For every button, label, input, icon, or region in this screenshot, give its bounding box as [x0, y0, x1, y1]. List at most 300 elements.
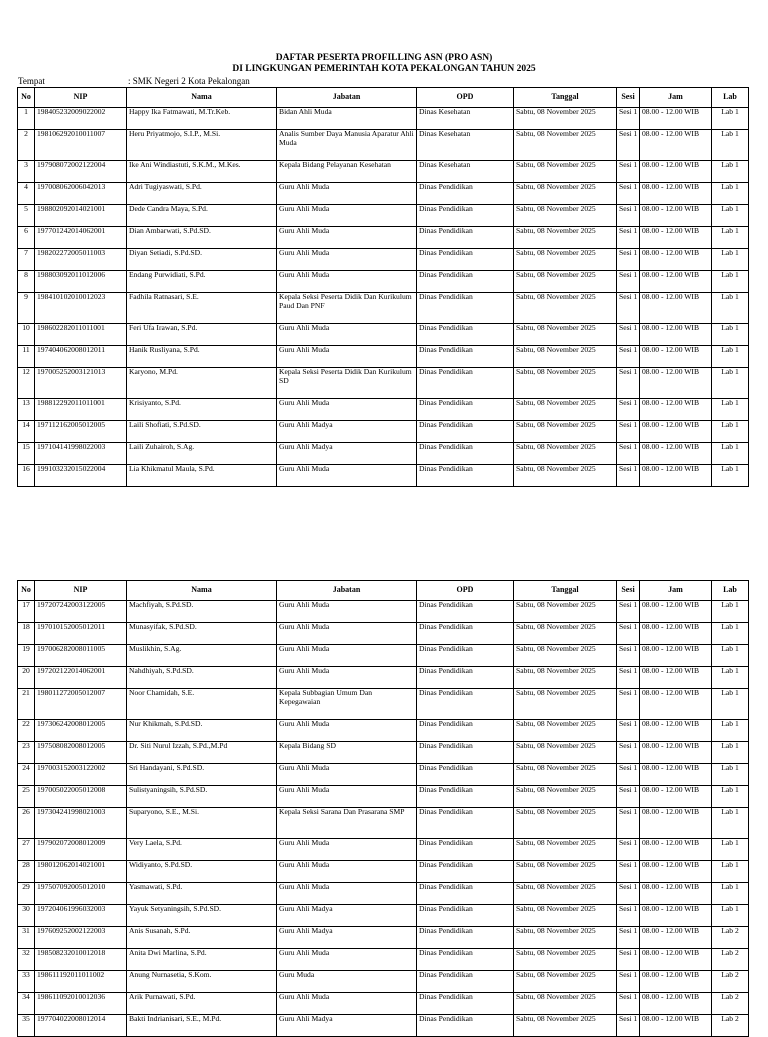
cell-nama: Yayuk Setyaningsih, S.Pd.SD. — [127, 905, 277, 927]
cell-jam: 08.00 - 12.00 WIB — [640, 645, 712, 667]
cell-nama: Arik Purnawati, S.Pd. — [127, 993, 277, 1015]
cell-jam: 08.00 - 12.00 WIB — [640, 1015, 712, 1037]
cell-lab: Lab 2 — [712, 993, 749, 1015]
table-row — [18, 667, 749, 689]
table-row — [18, 742, 749, 764]
cell-jabatan: Kepala Bidang SD — [277, 742, 417, 764]
cell-jam: 08.00 - 12.00 WIB — [640, 271, 712, 293]
cell-nama: Ike Ani Windiastuti, S.K.M., M.Kes. — [127, 161, 277, 183]
cell-lab: Lab 2 — [712, 949, 749, 971]
cell-nama: Diyan Setiadi, S.Pd.SD. — [127, 249, 277, 271]
cell-opd: Dinas Pendidikan — [417, 443, 514, 465]
cell-nama: Very Laela, S.Pd. — [127, 839, 277, 861]
cell-no: 10 — [18, 324, 35, 346]
cell-tanggal: Sabtu, 08 November 2025 — [514, 1015, 617, 1037]
cell-jam: 08.00 - 12.00 WIB — [640, 971, 712, 993]
cell-sesi: Sesi 1 — [617, 883, 640, 905]
document-title-line1: DAFTAR PESERTA PROFILLING ASN (PRO ASN) — [275, 53, 493, 63]
cell-nama: Widiyanto, S.Pd.SD. — [127, 861, 277, 883]
cell-nip: 197104141998022003 — [35, 443, 127, 465]
cell-opd: Dinas Pendidikan — [417, 949, 514, 971]
cell-no: 33 — [18, 971, 35, 993]
cell-no: 27 — [18, 839, 35, 861]
cell-no: 16 — [18, 465, 35, 487]
column-header-tanggal: Tanggal — [514, 581, 617, 601]
cell-opd: Dinas Kesehatan — [417, 130, 514, 161]
cell-jam: 08.00 - 12.00 WIB — [640, 443, 712, 465]
table-header-row — [18, 581, 749, 601]
cell-jam: 08.00 - 12.00 WIB — [640, 949, 712, 971]
cell-jabatan: Guru Ahli Muda — [277, 993, 417, 1015]
cell-tanggal: Sabtu, 08 November 2025 — [514, 786, 617, 808]
cell-nip: 198508232010012018 — [35, 949, 127, 971]
cell-jabatan: Guru Ahli Muda — [277, 667, 417, 689]
cell-tanggal: Sabtu, 08 November 2025 — [514, 205, 617, 227]
cell-opd: Dinas Kesehatan — [417, 108, 514, 130]
cell-nama: Bakti Indrianisari, S.E., M.Pd. — [127, 1015, 277, 1037]
cell-opd: Dinas Pendidikan — [417, 905, 514, 927]
column-header-jam: Jam — [640, 581, 712, 601]
cell-nama: Anita Dwi Marlina, S.Pd. — [127, 949, 277, 971]
table-row — [18, 205, 749, 227]
table-row — [18, 161, 749, 183]
cell-nama: Dr. Siti Nurul Izzah, S.Pd.,M.Pd — [127, 742, 277, 764]
cell-tanggal: Sabtu, 08 November 2025 — [514, 905, 617, 927]
cell-jabatan: Guru Ahli Muda — [277, 601, 417, 623]
cell-sesi: Sesi 1 — [617, 971, 640, 993]
table-row — [18, 623, 749, 645]
column-header-lab: Lab — [712, 581, 749, 601]
cell-nama: Sri Handayani, S.Pd.SD. — [127, 764, 277, 786]
cell-jabatan: Guru Ahli Muda — [277, 861, 417, 883]
cell-tanggal: Sabtu, 08 November 2025 — [514, 808, 617, 839]
column-header-no: No — [18, 581, 35, 601]
table-row — [18, 443, 749, 465]
table-row — [18, 601, 749, 623]
cell-tanggal: Sabtu, 08 November 2025 — [514, 183, 617, 205]
cell-no: 12 — [18, 368, 35, 399]
cell-opd: Dinas Pendidikan — [417, 742, 514, 764]
table-row — [18, 927, 749, 949]
column-header-lab: Lab — [712, 88, 749, 108]
cell-jabatan: Guru Ahli Muda — [277, 249, 417, 271]
cell-sesi: Sesi 1 — [617, 161, 640, 183]
cell-jabatan: Analis Sumber Daya Manusia Aparatur Ahli Muda — [277, 130, 417, 161]
cell-jam: 08.00 - 12.00 WIB — [640, 993, 712, 1015]
cell-tanggal: Sabtu, 08 November 2025 — [514, 271, 617, 293]
cell-nip: 197902072008012009 — [35, 839, 127, 861]
cell-nama: Karyono, M.Pd. — [127, 368, 277, 399]
cell-nama: Krisiyanto, S.Pd. — [127, 399, 277, 421]
cell-no: 15 — [18, 443, 35, 465]
table-row — [18, 993, 749, 1015]
cell-opd: Dinas Pendidikan — [417, 689, 514, 720]
cell-lab: Lab 1 — [712, 645, 749, 667]
cell-jabatan: Guru Ahli Muda — [277, 623, 417, 645]
cell-lab: Lab 1 — [712, 227, 749, 249]
cell-tanggal: Sabtu, 08 November 2025 — [514, 130, 617, 161]
cell-jam: 08.00 - 12.00 WIB — [640, 293, 712, 324]
cell-no: 22 — [18, 720, 35, 742]
cell-lab: Lab 1 — [712, 368, 749, 399]
cell-jam: 08.00 - 12.00 WIB — [640, 130, 712, 161]
column-header-nip: NIP — [35, 581, 127, 601]
table-row — [18, 808, 749, 839]
cell-sesi: Sesi 1 — [617, 205, 640, 227]
cell-nip: 197704022008012014 — [35, 1015, 127, 1037]
cell-opd: Dinas Pendidikan — [417, 764, 514, 786]
cell-no: 23 — [18, 742, 35, 764]
cell-jam: 08.00 - 12.00 WIB — [640, 742, 712, 764]
cell-sesi: Sesi 1 — [617, 399, 640, 421]
cell-no: 5 — [18, 205, 35, 227]
cell-opd: Dinas Pendidikan — [417, 839, 514, 861]
cell-sesi: Sesi 1 — [617, 293, 640, 324]
participant-table-2 — [17, 580, 749, 1037]
cell-lab: Lab 1 — [712, 861, 749, 883]
table-row — [18, 346, 749, 368]
column-header-jam: Jam — [640, 88, 712, 108]
cell-sesi: Sesi 1 — [617, 993, 640, 1015]
cell-sesi: Sesi 1 — [617, 108, 640, 130]
cell-sesi: Sesi 1 — [617, 346, 640, 368]
cell-lab: Lab 1 — [712, 399, 749, 421]
cell-jam: 08.00 - 12.00 WIB — [640, 368, 712, 399]
table-row — [18, 271, 749, 293]
cell-lab: Lab 1 — [712, 883, 749, 905]
column-header-nip: NIP — [35, 88, 127, 108]
cell-nip: 197005252003121013 — [35, 368, 127, 399]
cell-opd: Dinas Pendidikan — [417, 883, 514, 905]
cell-sesi: Sesi 1 — [617, 742, 640, 764]
table-row — [18, 249, 749, 271]
cell-jam: 08.00 - 12.00 WIB — [640, 689, 712, 720]
cell-nip: 197204061996032003 — [35, 905, 127, 927]
cell-sesi: Sesi 1 — [617, 421, 640, 443]
cell-nama: Suparyono, S.E., M.Si. — [127, 808, 277, 839]
cell-lab: Lab 1 — [712, 108, 749, 130]
cell-opd: Dinas Pendidikan — [417, 645, 514, 667]
cell-tanggal: Sabtu, 08 November 2025 — [514, 399, 617, 421]
cell-lab: Lab 1 — [712, 205, 749, 227]
cell-sesi: Sesi 1 — [617, 465, 640, 487]
table-row — [18, 839, 749, 861]
cell-nip: 198802092014021001 — [35, 205, 127, 227]
cell-no: 29 — [18, 883, 35, 905]
cell-lab: Lab 1 — [712, 324, 749, 346]
column-header-nama: Nama — [127, 581, 277, 601]
cell-tanggal: Sabtu, 08 November 2025 — [514, 742, 617, 764]
table-row — [18, 861, 749, 883]
cell-sesi: Sesi 1 — [617, 623, 640, 645]
cell-lab: Lab 1 — [712, 346, 749, 368]
cell-nip: 197010152005012011 — [35, 623, 127, 645]
cell-lab: Lab 1 — [712, 720, 749, 742]
column-header-jabatan: Jabatan — [277, 581, 417, 601]
cell-nip: 198812292011011001 — [35, 399, 127, 421]
table-row — [18, 720, 749, 742]
table-row — [18, 689, 749, 720]
cell-tanggal: Sabtu, 08 November 2025 — [514, 689, 617, 720]
cell-tanggal: Sabtu, 08 November 2025 — [514, 883, 617, 905]
cell-jam: 08.00 - 12.00 WIB — [640, 905, 712, 927]
cell-lab: Lab 1 — [712, 601, 749, 623]
cell-jam: 08.00 - 12.00 WIB — [640, 883, 712, 905]
table-body-1 — [18, 108, 749, 487]
cell-jabatan: Kepala Bidang Pelayanan Kesehatan — [277, 161, 417, 183]
cell-opd: Dinas Pendidikan — [417, 808, 514, 839]
cell-sesi: Sesi 1 — [617, 368, 640, 399]
cell-tanggal: Sabtu, 08 November 2025 — [514, 324, 617, 346]
place-line — [18, 76, 250, 86]
cell-jam: 08.00 - 12.00 WIB — [640, 601, 712, 623]
cell-no: 7 — [18, 249, 35, 271]
cell-no: 8 — [18, 271, 35, 293]
cell-opd: Dinas Pendidikan — [417, 227, 514, 249]
cell-no: 14 — [18, 421, 35, 443]
cell-no: 34 — [18, 993, 35, 1015]
cell-tanggal: Sabtu, 08 November 2025 — [514, 971, 617, 993]
cell-nip: 197507092005012010 — [35, 883, 127, 905]
cell-nip: 198611192011011002 — [35, 971, 127, 993]
cell-nip: 198803092011012006 — [35, 271, 127, 293]
table-row — [18, 1015, 749, 1037]
cell-jabatan: Guru Ahli Muda — [277, 949, 417, 971]
column-header-no: No — [18, 88, 35, 108]
cell-jabatan: Guru Muda — [277, 971, 417, 993]
cell-nip: 197306242008012005 — [35, 720, 127, 742]
cell-opd: Dinas Pendidikan — [417, 399, 514, 421]
cell-sesi: Sesi 1 — [617, 808, 640, 839]
cell-no: 20 — [18, 667, 35, 689]
cell-opd: Dinas Pendidikan — [417, 861, 514, 883]
cell-sesi: Sesi 1 — [617, 949, 640, 971]
cell-nama: Fadhila Ratnasari, S.E. — [127, 293, 277, 324]
cell-nip: 197207242003122005 — [35, 601, 127, 623]
table-row — [18, 905, 749, 927]
cell-tanggal: Sabtu, 08 November 2025 — [514, 465, 617, 487]
cell-jabatan: Guru Ahli Muda — [277, 764, 417, 786]
cell-no: 32 — [18, 949, 35, 971]
table-row — [18, 130, 749, 161]
cell-jabatan: Guru Ahli Muda — [277, 720, 417, 742]
cell-no: 6 — [18, 227, 35, 249]
cell-opd: Dinas Kesehatan — [417, 161, 514, 183]
cell-opd: Dinas Pendidikan — [417, 993, 514, 1015]
cell-no: 28 — [18, 861, 35, 883]
cell-sesi: Sesi 1 — [617, 720, 640, 742]
cell-sesi: Sesi 1 — [617, 1015, 640, 1037]
cell-no: 13 — [18, 399, 35, 421]
cell-nip: 197304241998021003 — [35, 808, 127, 839]
cell-sesi: Sesi 1 — [617, 443, 640, 465]
cell-no: 19 — [18, 645, 35, 667]
cell-jabatan: Guru Ahli Muda — [277, 227, 417, 249]
cell-jam: 08.00 - 12.00 WIB — [640, 421, 712, 443]
cell-opd: Dinas Pendidikan — [417, 601, 514, 623]
cell-nip: 197701242014062001 — [35, 227, 127, 249]
cell-jabatan: Guru Ahli Muda — [277, 645, 417, 667]
cell-opd: Dinas Pendidikan — [417, 249, 514, 271]
cell-jam: 08.00 - 12.00 WIB — [640, 861, 712, 883]
cell-jabatan: Guru Ahli Muda — [277, 324, 417, 346]
column-header-opd: OPD — [417, 88, 514, 108]
cell-jabatan: Guru Ahli Muda — [277, 205, 417, 227]
cell-nama: Laili Zuhairoh, S.Ag. — [127, 443, 277, 465]
cell-jam: 08.00 - 12.00 WIB — [640, 808, 712, 839]
cell-jam: 08.00 - 12.00 WIB — [640, 108, 712, 130]
cell-jabatan: Guru Ahli Muda — [277, 183, 417, 205]
cell-nip: 198611092010012036 — [35, 993, 127, 1015]
cell-sesi: Sesi 1 — [617, 764, 640, 786]
cell-no: 25 — [18, 786, 35, 808]
cell-jabatan: Guru Ahli Muda — [277, 271, 417, 293]
cell-jam: 08.00 - 12.00 WIB — [640, 720, 712, 742]
cell-opd: Dinas Pendidikan — [417, 293, 514, 324]
cell-nama: Heru Priyatmojo, S.I.P., M.Si. — [127, 130, 277, 161]
cell-nip: 197005022005012008 — [35, 786, 127, 808]
cell-nip: 197908072002122004 — [35, 161, 127, 183]
cell-lab: Lab 1 — [712, 271, 749, 293]
cell-lab: Lab 1 — [712, 183, 749, 205]
cell-opd: Dinas Pendidikan — [417, 421, 514, 443]
cell-sesi: Sesi 1 — [617, 601, 640, 623]
cell-tanggal: Sabtu, 08 November 2025 — [514, 949, 617, 971]
cell-nip: 197008062006042013 — [35, 183, 127, 205]
column-header-jabatan: Jabatan — [277, 88, 417, 108]
cell-jam: 08.00 - 12.00 WIB — [640, 839, 712, 861]
cell-jabatan: Guru Ahli Madya — [277, 927, 417, 949]
cell-no: 26 — [18, 808, 35, 839]
cell-no: 2 — [18, 130, 35, 161]
cell-nama: Muslikhin, S.Ag. — [127, 645, 277, 667]
cell-no: 21 — [18, 689, 35, 720]
cell-nip: 198106292010011007 — [35, 130, 127, 161]
cell-nama: Noor Chamidah, S.E. — [127, 689, 277, 720]
cell-nama: Adri Tugiyaswati, S.Pd. — [127, 183, 277, 205]
cell-nip: 197404062008012011 — [35, 346, 127, 368]
cell-nama: Anis Susanah, S.Pd. — [127, 927, 277, 949]
cell-opd: Dinas Pendidikan — [417, 324, 514, 346]
cell-nama: Anung Nurnasetia, S.Kom. — [127, 971, 277, 993]
cell-lab: Lab 2 — [712, 927, 749, 949]
cell-jabatan: Bidan Ahli Muda — [277, 108, 417, 130]
cell-jabatan: Kepala Seksi Peserta Didik Dan Kurikulum Paud Dan PNF — [277, 293, 417, 324]
cell-nip: 197003152003122002 — [35, 764, 127, 786]
cell-opd: Dinas Pendidikan — [417, 720, 514, 742]
cell-no: 4 — [18, 183, 35, 205]
cell-lab: Lab 1 — [712, 667, 749, 689]
cell-tanggal: Sabtu, 08 November 2025 — [514, 346, 617, 368]
cell-nip: 198012062014021001 — [35, 861, 127, 883]
cell-nama: Sulistyaningsih, S.Pd.SD. — [127, 786, 277, 808]
cell-sesi: Sesi 1 — [617, 183, 640, 205]
cell-tanggal: Sabtu, 08 November 2025 — [514, 861, 617, 883]
cell-nip: 198011272005012007 — [35, 689, 127, 720]
cell-jam: 08.00 - 12.00 WIB — [640, 399, 712, 421]
table-row — [18, 645, 749, 667]
cell-no: 9 — [18, 293, 35, 324]
cell-nama: Dian Ambarwati, S.Pd.SD. — [127, 227, 277, 249]
cell-no: 31 — [18, 927, 35, 949]
column-header-tanggal: Tanggal — [514, 88, 617, 108]
cell-no: 3 — [18, 161, 35, 183]
table-row — [18, 786, 749, 808]
cell-jam: 08.00 - 12.00 WIB — [640, 227, 712, 249]
table-row — [18, 324, 749, 346]
cell-nip: 197006282008011005 — [35, 645, 127, 667]
cell-jam: 08.00 - 12.00 WIB — [640, 249, 712, 271]
table-row — [18, 293, 749, 324]
cell-tanggal: Sabtu, 08 November 2025 — [514, 368, 617, 399]
cell-jam: 08.00 - 12.00 WIB — [640, 927, 712, 949]
cell-lab: Lab 2 — [712, 971, 749, 993]
cell-nama: Dede Candra Maya, S.Pd. — [127, 205, 277, 227]
cell-nip: 197202122014062001 — [35, 667, 127, 689]
cell-tanggal: Sabtu, 08 November 2025 — [514, 108, 617, 130]
cell-jam: 08.00 - 12.00 WIB — [640, 667, 712, 689]
cell-opd: Dinas Pendidikan — [417, 346, 514, 368]
cell-nama: Munasyifak, S.Pd.SD. — [127, 623, 277, 645]
cell-no: 18 — [18, 623, 35, 645]
cell-jabatan: Kepala Seksi Peserta Didik Dan Kurikulum SD — [277, 368, 417, 399]
cell-opd: Dinas Pendidikan — [417, 667, 514, 689]
cell-tanggal: Sabtu, 08 November 2025 — [514, 227, 617, 249]
cell-no: 30 — [18, 905, 35, 927]
cell-nip: 198405232009022002 — [35, 108, 127, 130]
cell-opd: Dinas Pendidikan — [417, 623, 514, 645]
cell-nama: Happy Ika Fatmawati, M.Tr.Keb. — [127, 108, 277, 130]
cell-lab: Lab 1 — [712, 808, 749, 839]
cell-jam: 08.00 - 12.00 WIB — [640, 764, 712, 786]
participant-table-1 — [17, 87, 749, 487]
cell-sesi: Sesi 1 — [617, 927, 640, 949]
cell-tanggal: Sabtu, 08 November 2025 — [514, 443, 617, 465]
cell-lab: Lab 1 — [712, 742, 749, 764]
table-header-row — [18, 88, 749, 108]
cell-tanggal: Sabtu, 08 November 2025 — [514, 764, 617, 786]
cell-nip: 199103232015022004 — [35, 465, 127, 487]
document-title-line2: DI LINGKUNGAN PEMERINTAH KOTA PEKALONGAN TAHUN 2025 — [232, 64, 536, 74]
cell-nip: 198602282011011001 — [35, 324, 127, 346]
cell-no: 1 — [18, 108, 35, 130]
cell-nip: 197112162005012005 — [35, 421, 127, 443]
cell-tanggal: Sabtu, 08 November 2025 — [514, 993, 617, 1015]
cell-lab: Lab 2 — [712, 1015, 749, 1037]
cell-opd: Dinas Pendidikan — [417, 971, 514, 993]
cell-nama: Endang Purwidiati, S.Pd. — [127, 271, 277, 293]
cell-opd: Dinas Pendidikan — [417, 205, 514, 227]
place-value: : SMK Negeri 2 Kota Pekalongan — [128, 76, 250, 86]
cell-sesi: Sesi 1 — [617, 271, 640, 293]
cell-lab: Lab 1 — [712, 764, 749, 786]
cell-opd: Dinas Pendidikan — [417, 183, 514, 205]
cell-lab: Lab 1 — [712, 249, 749, 271]
cell-nama: Yasmawati, S.Pd. — [127, 883, 277, 905]
table-row — [18, 764, 749, 786]
table-row — [18, 883, 749, 905]
cell-no: 17 — [18, 601, 35, 623]
cell-tanggal: Sabtu, 08 November 2025 — [514, 293, 617, 324]
cell-nama: Laili Shofiati, S.Pd.SD. — [127, 421, 277, 443]
cell-nip: 197609252002122003 — [35, 927, 127, 949]
cell-jabatan: Guru Ahli Muda — [277, 399, 417, 421]
table-row — [18, 949, 749, 971]
table-row — [18, 421, 749, 443]
cell-sesi: Sesi 1 — [617, 249, 640, 271]
cell-jam: 08.00 - 12.00 WIB — [640, 205, 712, 227]
place-label: Tempat — [18, 76, 45, 86]
